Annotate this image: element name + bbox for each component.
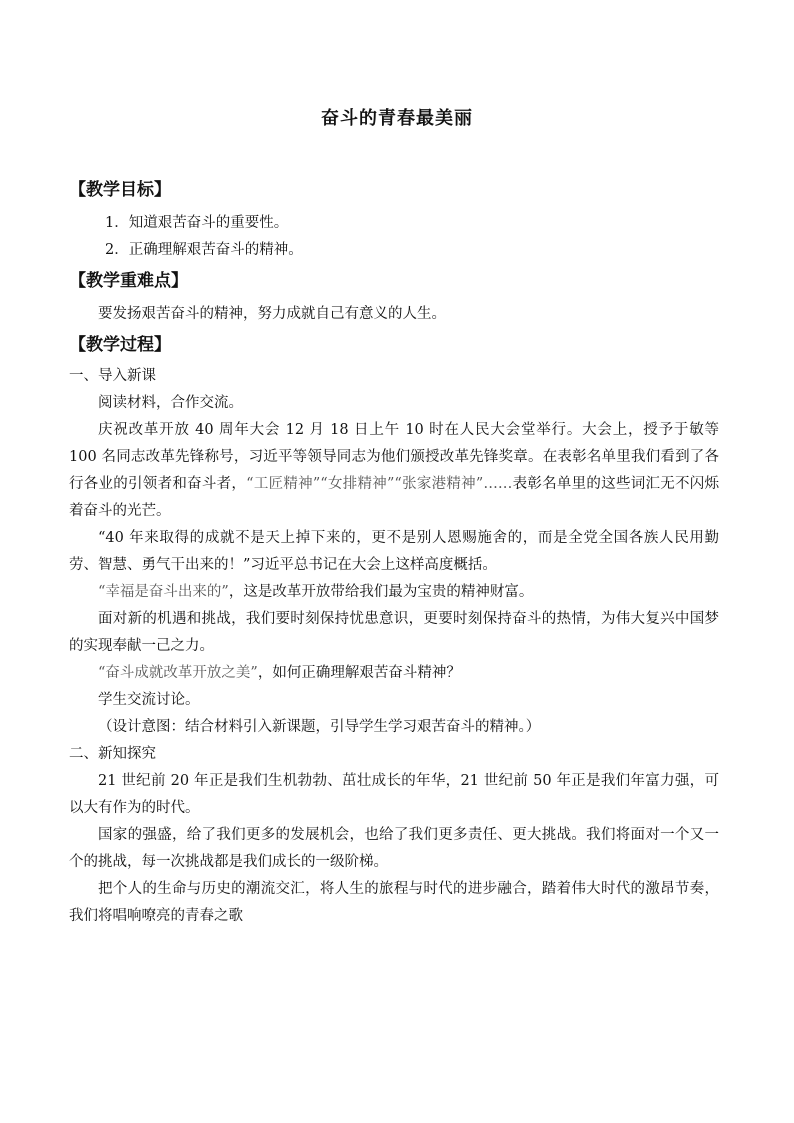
keypoints-heading: 【教学重难点】: [69, 271, 188, 291]
section-1-paragraph-8: （设计意图：结合材料引入新课题，引导学生学习艰苦奋斗的精神。）: [98, 719, 541, 735]
section-1-paragraph-4: [69, 579, 719, 606]
objective-item-1: 1．知道艰苦奋斗的重要性。: [105, 215, 289, 231]
section-2-paragraph-2: 国家的强盛，给了我们更多的发展机会，也给了我们更多责任、更大挑战。我们将面对一个又一个的挑战，每一次挑战都是我们成长的一级阶梯。: [69, 827, 719, 870]
objectives-heading: 【教学目标】: [69, 180, 171, 200]
objective-item-2: 2．正确理解艰苦奋斗的精神。: [105, 242, 303, 258]
section-1-paragraph-3: “40 年来取得的成就不是天上掉下来的，更不是别人恩赐施舍的，而是全党全国各族人民用勤劳、智慧、勇气干出来的！”习近平总书记在大会上这样高度概括。: [69, 530, 719, 573]
page-title: 奋斗的青春最美丽: [321, 108, 473, 129]
keypoints-text: 要发扬艰苦奋斗的精神，努力成就自己有意义的人生。: [98, 306, 446, 322]
paragraph-text: 庆祝改革开放 40 周年大会 12 月 18 日上午 10 时在人民大会堂举行。大会上，授予于敏等 100 名同志改革先锋称号，习近平等领导同志为他们颁授改革先锋奖章。在表彰名单里我们看到了各行各业的引领者和奋斗者，: [69, 422, 719, 492]
paragraph-text: ，这是改革开放带给我们最为宝贵的精神财富。: [228, 584, 534, 600]
paragraph-quote: “幸福是奋斗出来的”: [98, 584, 229, 600]
document-body: [69, 176, 719, 930]
paragraph-quote: “奋斗成就改革开放之美”: [98, 665, 258, 681]
paragraph-quote: “工匠精神”“女排精神”“张家港精神”……: [246, 476, 513, 492]
section-1-paragraph-2: [69, 417, 719, 525]
section-1-paragraph-5: 面对新的机遇和挑战，我们要时刻保持忧患意识，更要时刻保持奋斗的热情，为伟大复兴中国梦的实现奉献一己之力。: [69, 611, 719, 654]
section-2-title: 二、新知探究: [69, 746, 156, 762]
section-2-paragraph-3: 把个人的生命与历史的潮流交汇，将人生的旅程与时代的进步融合，踏着伟大时代的激昂节奏，我们将唱响嘹亮的青春之歌: [69, 881, 719, 924]
paragraph-text: ，如何正确理解艰苦奋斗精神？: [257, 665, 461, 681]
process-heading: 【教学过程】: [69, 335, 171, 355]
section-2-paragraph-1: 21 世纪前 20 年正是我们生机勃勃、茁壮成长的年华，21 世纪前 50 年正是我们年富力强，可以大有作为的时代。: [69, 773, 719, 816]
section-1-paragraph-7: 学生交流讨论。: [98, 692, 200, 708]
paragraph-text: 表彰名单里的这些词汇无不闪烁着奋斗的光芒。: [69, 476, 720, 519]
section-1-paragraph-6: [69, 660, 719, 687]
section-1-title: 一、导入新课: [69, 368, 156, 384]
section-1-paragraph-1: 阅读材料，合作交流。: [98, 395, 243, 411]
